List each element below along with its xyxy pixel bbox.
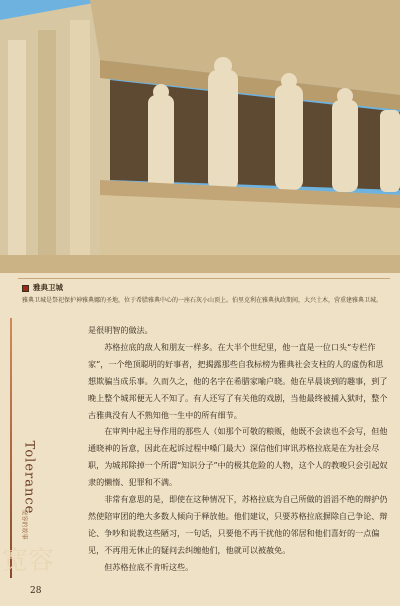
sidebar-word: Tolerance [21, 440, 37, 515]
paragraph: 是很明智的做法。 [88, 325, 153, 335]
caption-title-text: 雅典卫城 [33, 283, 63, 292]
caryatids-illustration [0, 0, 400, 273]
paragraph: 但苏格拉底不肯听这些。 [104, 561, 194, 572]
caption-title [22, 282, 63, 293]
caption-bullet-icon [22, 285, 29, 292]
body-text [88, 322, 388, 576]
margin-rule [10, 318, 12, 578]
page-number: 28 [30, 586, 42, 596]
paragraph: 苏格拉底的敌人和朋友一样多。在大半个世纪里，他一直是一位口头“专栏作家”，一个绝顶聪明的好事者，把揭露那些自我标榜为雅典社会支柱的人的虚伪和思想欺骗当成乐事。久而久之，他的名字在希腊家喻户晓。他在早晨谈到的趣事，到了晚上整个城邦便无人不知了。有人还写了有关他的戏剧，当他最终被捕入狱时，整个古雅典没有人不熟知他一生中的所有细节。 [88, 341, 388, 420]
paragraph: 非常有意思的是，即使在这种情况下，苏格拉底为自己所做的滔滔不绝的辩护仍然使陪审团的绝大多数人倾向于释放他。他们建议，只要苏格拉底摒除自己争论、辩论、争吵和说教这些陋习，一句话，只要他不再干扰他的邻居和他们喜好的一点偏见，不再用无休止的疑问去纠缠他们，他就可以被赦免。 [88, 494, 388, 555]
caption-text: 雅典卫城是祭祀保护神雅典娜的圣地，位于希腊雅典中心的一座石灰小山顶上。伯里克利在雅典执政期间，大兴土木，营重建雅典卫城。 [22, 297, 383, 304]
acropolis-photo [0, 0, 400, 273]
sidebar-watermark-char: 宽容 [2, 546, 55, 576]
paragraph: 在审判中起主导作用的那些人（如那个可敬的粮贩，他既不会读也不会写，但他通晓神的旨意，因此在起诉过程中嗓门最大）深信他们审讯苏格拉底是在为社会尽职，为城邦除掉一个所谓“知识分子”中的极其危险的人物，这个人的教唆只会引起奴隶的懒惰、犯罪和不满。 [88, 426, 388, 488]
photo-caption [18, 278, 390, 319]
sidebar-small-title: 宽容的故事 [20, 509, 28, 540]
